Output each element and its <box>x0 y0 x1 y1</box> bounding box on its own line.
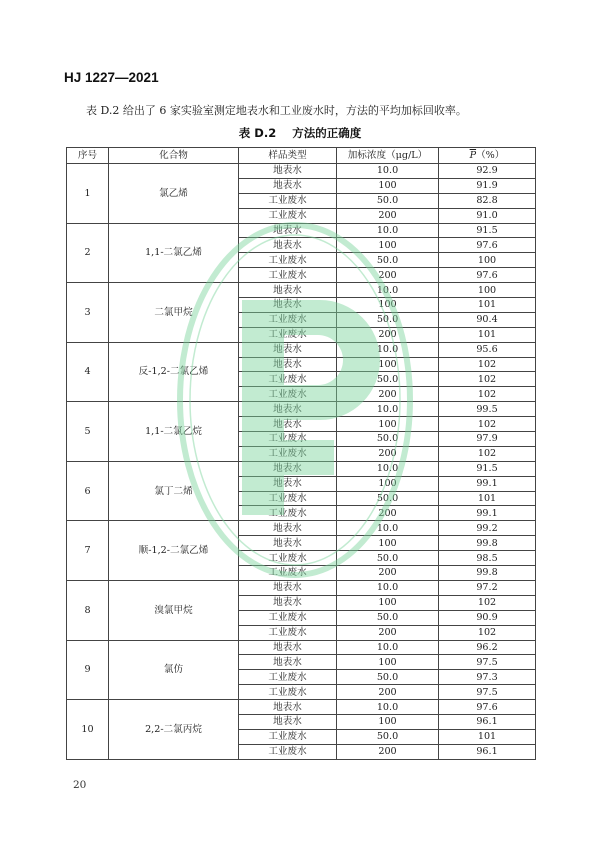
standard-code: HJ 1227—2021 <box>64 70 159 85</box>
cell-spike: 200 <box>337 506 439 521</box>
cell-p: 82.8 <box>439 193 536 208</box>
cell-spike: 200 <box>337 387 439 402</box>
cell-p: 100 <box>439 283 536 298</box>
cell-spike: 100 <box>337 536 439 551</box>
cell-sample-type: 工业废水 <box>239 268 337 283</box>
cell-compound: 反-1,2-二氯乙烯 <box>109 342 239 402</box>
cell-p: 99.8 <box>439 566 536 581</box>
cell-sample-type: 工业废水 <box>239 506 337 521</box>
col-header-spike: 加标浓度（μg/L） <box>337 148 439 164</box>
cell-sample-type: 地表水 <box>239 402 337 417</box>
table-body <box>67 164 536 760</box>
cell-spike: 100 <box>337 298 439 313</box>
cell-spike: 100 <box>337 595 439 610</box>
cell-spike: 50.0 <box>337 670 439 685</box>
cell-spike: 50.0 <box>337 193 439 208</box>
cell-p: 96.1 <box>439 714 536 729</box>
table-row <box>67 402 536 417</box>
cell-spike: 100 <box>337 476 439 491</box>
cell-p: 99.8 <box>439 536 536 551</box>
cell-no: 6 <box>67 461 109 521</box>
cell-spike: 10.0 <box>337 461 439 476</box>
cell-spike: 100 <box>337 714 439 729</box>
cell-spike: 200 <box>337 327 439 342</box>
cell-spike: 10.0 <box>337 223 439 238</box>
cell-sample-type: 工业废水 <box>239 566 337 581</box>
cell-spike: 50.0 <box>337 491 439 506</box>
cell-spike: 100 <box>337 178 439 193</box>
accuracy-table <box>66 147 536 760</box>
cell-sample-type: 地表水 <box>239 521 337 536</box>
cell-compound: 氯丁二烯 <box>109 461 239 521</box>
table-row <box>67 283 536 298</box>
cell-compound: 氯仿 <box>109 640 239 700</box>
cell-p: 91.0 <box>439 208 536 223</box>
cell-spike: 10.0 <box>337 640 439 655</box>
table-row <box>67 461 536 476</box>
cell-spike: 50.0 <box>337 372 439 387</box>
cell-compound: 2,2-二氯丙烷 <box>109 700 239 760</box>
cell-p: 96.2 <box>439 640 536 655</box>
cell-compound: 氯乙烯 <box>109 164 239 224</box>
cell-p: 91.9 <box>439 178 536 193</box>
cell-sample-type: 地表水 <box>239 655 337 670</box>
cell-sample-type: 工业废水 <box>239 208 337 223</box>
cell-spike: 50.0 <box>337 610 439 625</box>
cell-spike: 10.0 <box>337 521 439 536</box>
cell-sample-type: 地表水 <box>239 342 337 357</box>
cell-p: 102 <box>439 357 536 372</box>
cell-sample-type: 地表水 <box>239 536 337 551</box>
cell-p: 91.5 <box>439 461 536 476</box>
cell-compound: 顺-1,2-二氯乙烯 <box>109 521 239 581</box>
intro-paragraph: 表 D.2 给出了 6 家实验室测定地表水和工业废水时，方法的平均加标回收率。 <box>86 104 467 117</box>
cell-no: 5 <box>67 402 109 462</box>
cell-sample-type: 工业废水 <box>239 670 337 685</box>
col-header-no: 序号 <box>67 148 109 164</box>
cell-p: 99.2 <box>439 521 536 536</box>
cell-spike: 10.0 <box>337 700 439 715</box>
cell-sample-type: 工业废水 <box>239 625 337 640</box>
cell-compound: 1,1-二氯乙烷 <box>109 402 239 462</box>
cell-sample-type: 地表水 <box>239 640 337 655</box>
table-caption-label: 表 D.2 <box>238 126 277 140</box>
cell-p: 90.9 <box>439 610 536 625</box>
cell-spike: 10.0 <box>337 164 439 179</box>
col-header-p <box>439 148 536 164</box>
cell-spike: 100 <box>337 655 439 670</box>
table-caption-title: 方法的正确度 <box>292 126 362 140</box>
cell-p: 98.5 <box>439 551 536 566</box>
cell-spike: 200 <box>337 566 439 581</box>
cell-compound: 溴氯甲烷 <box>109 580 239 640</box>
cell-spike: 200 <box>337 744 439 759</box>
cell-sample-type: 工业废水 <box>239 551 337 566</box>
cell-no: 3 <box>67 283 109 343</box>
p-bar-symbol: $\overline{P}$ <box>469 150 477 161</box>
cell-compound: 二氯甲烷 <box>109 283 239 343</box>
cell-spike: 100 <box>337 417 439 432</box>
table-row <box>67 223 536 238</box>
cell-no: 7 <box>67 521 109 581</box>
table-row <box>67 342 536 357</box>
cell-no: 4 <box>67 342 109 402</box>
cell-sample-type: 地表水 <box>239 223 337 238</box>
cell-sample-type: 地表水 <box>239 580 337 595</box>
cell-no: 2 <box>67 223 109 283</box>
cell-sample-type: 地表水 <box>239 417 337 432</box>
cell-sample-type: 工业废水 <box>239 685 337 700</box>
cell-spike: 50.0 <box>337 729 439 744</box>
table-header-row <box>67 148 536 164</box>
cell-sample-type: 地表水 <box>239 164 337 179</box>
cell-p: 102 <box>439 372 536 387</box>
cell-compound: 1,1-二氯乙烯 <box>109 223 239 283</box>
cell-spike: 50.0 <box>337 253 439 268</box>
cell-p: 96.1 <box>439 744 536 759</box>
cell-sample-type: 工业废水 <box>239 193 337 208</box>
cell-spike: 10.0 <box>337 580 439 595</box>
cell-p: 101 <box>439 298 536 313</box>
cell-no: 10 <box>67 700 109 760</box>
cell-sample-type: 工业废水 <box>239 432 337 447</box>
cell-p: 91.5 <box>439 223 536 238</box>
cell-sample-type: 工业废水 <box>239 491 337 506</box>
cell-spike: 10.0 <box>337 283 439 298</box>
table-row <box>67 164 536 179</box>
cell-p: 102 <box>439 446 536 461</box>
cell-sample-type: 地表水 <box>239 476 337 491</box>
cell-p: 99.1 <box>439 506 536 521</box>
cell-p: 97.6 <box>439 700 536 715</box>
cell-sample-type: 地表水 <box>239 178 337 193</box>
cell-sample-type: 工业废水 <box>239 327 337 342</box>
cell-p: 102 <box>439 387 536 402</box>
cell-spike: 50.0 <box>337 312 439 327</box>
cell-p: 101 <box>439 327 536 342</box>
cell-sample-type: 工业废水 <box>239 372 337 387</box>
cell-spike: 200 <box>337 208 439 223</box>
col-header-compound: 化合物 <box>109 148 239 164</box>
cell-sample-type: 工业废水 <box>239 253 337 268</box>
cell-p: 92.9 <box>439 164 536 179</box>
cell-sample-type: 地表水 <box>239 298 337 313</box>
cell-p: 95.6 <box>439 342 536 357</box>
cell-p: 101 <box>439 729 536 744</box>
cell-sample-type: 工业废水 <box>239 312 337 327</box>
cell-sample-type: 工业废水 <box>239 446 337 461</box>
cell-no: 8 <box>67 580 109 640</box>
cell-sample-type: 地表水 <box>239 461 337 476</box>
cell-p: 97.3 <box>439 670 536 685</box>
cell-no: 1 <box>67 164 109 224</box>
cell-spike: 50.0 <box>337 551 439 566</box>
cell-sample-type: 工业废水 <box>239 387 337 402</box>
cell-spike: 200 <box>337 685 439 700</box>
cell-p: 100 <box>439 253 536 268</box>
cell-spike: 100 <box>337 238 439 253</box>
table-row <box>67 521 536 536</box>
cell-p: 102 <box>439 595 536 610</box>
col-header-sample-type: 样品类型 <box>239 148 337 164</box>
table-caption <box>0 125 600 141</box>
cell-sample-type: 工业废水 <box>239 610 337 625</box>
cell-sample-type: 地表水 <box>239 714 337 729</box>
cell-p: 97.5 <box>439 655 536 670</box>
table-row <box>67 580 536 595</box>
p-unit: （%） <box>476 150 505 161</box>
cell-spike: 100 <box>337 357 439 372</box>
cell-spike: 200 <box>337 625 439 640</box>
cell-sample-type: 工业废水 <box>239 729 337 744</box>
cell-p: 97.2 <box>439 580 536 595</box>
cell-sample-type: 地表水 <box>239 238 337 253</box>
cell-p: 99.1 <box>439 476 536 491</box>
table-row <box>67 700 536 715</box>
cell-p: 99.5 <box>439 402 536 417</box>
table-row <box>67 640 536 655</box>
cell-spike: 200 <box>337 268 439 283</box>
cell-p: 90.4 <box>439 312 536 327</box>
cell-p: 101 <box>439 491 536 506</box>
cell-p: 97.5 <box>439 685 536 700</box>
cell-p: 102 <box>439 417 536 432</box>
cell-spike: 10.0 <box>337 402 439 417</box>
cell-no: 9 <box>67 640 109 700</box>
cell-p: 97.6 <box>439 238 536 253</box>
cell-sample-type: 地表水 <box>239 700 337 715</box>
cell-sample-type: 工业废水 <box>239 744 337 759</box>
cell-p: 97.6 <box>439 268 536 283</box>
cell-sample-type: 地表水 <box>239 595 337 610</box>
cell-spike: 50.0 <box>337 432 439 447</box>
cell-sample-type: 地表水 <box>239 357 337 372</box>
cell-sample-type: 地表水 <box>239 283 337 298</box>
cell-p: 102 <box>439 625 536 640</box>
page-number: 20 <box>73 779 87 791</box>
cell-spike: 200 <box>337 446 439 461</box>
cell-spike: 10.0 <box>337 342 439 357</box>
cell-p: 97.9 <box>439 432 536 447</box>
